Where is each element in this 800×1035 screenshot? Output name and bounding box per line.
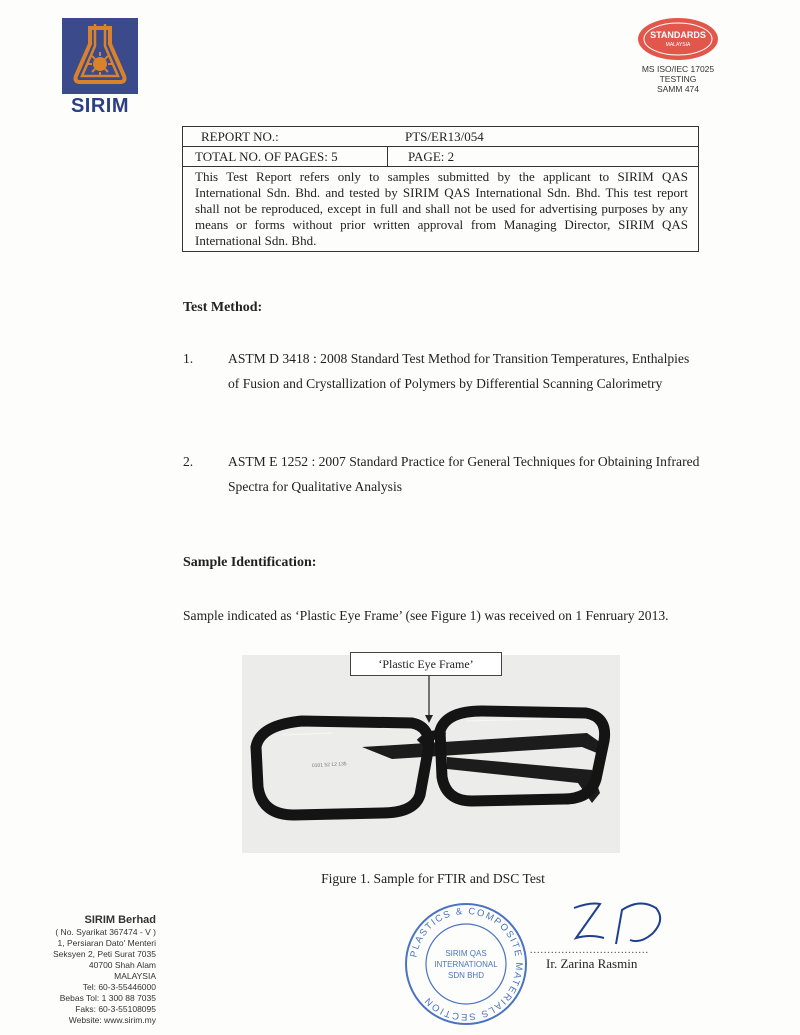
item-text: ASTM E 1252 : 2007 Standard Practice for General Techniques for Obtaining Infrared Spectra for Qualitative Analysis [228,454,700,494]
logo-wordmark: SIRIM [70,95,130,117]
accreditation-line: MS ISO/IEC 17025 [641,64,715,74]
test-method-heading: Test Method: [183,300,263,315]
footer-line: Tel: 60-3-55446000 [82,982,156,992]
sample-identification-text: Sample indicated as ‘Plastic Eye Frame’ (see Figure 1) was received on 1 Fenruary 2013. [183,608,669,623]
report-no-label: REPORT NO.: [201,129,279,144]
footer-line: 1, Persiaran Dato' Menteri [57,938,156,948]
report-header-table [182,126,699,252]
footer-line: ( No. Syarikat 367474 - V ) [55,927,156,937]
footer-line: MALAYSIA [114,971,156,981]
sample-identification-heading: Sample Identification: [183,555,317,570]
item-number: 1. [183,351,194,366]
accreditation-line: SAMM 474 [656,84,700,94]
sirim-logo [62,18,138,117]
pages-row [183,147,698,167]
item-number: 2. [183,454,194,469]
item-text: ASTM D 3418 : 2008 Standard Test Method for Transition Temperatures, Enthalpies of Fusion and Crystallization of Polymers by Differential Scanning Calorimetry [228,351,690,391]
logo-emblem [62,18,138,94]
signatory-name: Ir. Zarina Rasmin [546,956,638,971]
footer-line: Website: www.sirim.my [68,1015,156,1025]
accreditation-mark [628,16,728,96]
accreditation-line: TESTING [659,74,697,84]
report-notice: This Test Report refers only to samples submitted by the applicant to SIRIM QAS International Sdn. Bhd. and tested by SIRIM QAS International Sdn. Bhd. This test report shall not be reproduced, except in full and shall not be used for advertising purposes by any means or forms without prior written approval from Managing Director, SIRIM QAS International Sdn. Bhd. [195,169,688,248]
company-footer [20,914,156,1026]
stamp-center-line: SDN BHD [447,971,485,980]
eye-frame-photo [242,655,620,853]
standards-malaysia-seal [636,16,720,67]
seal-text: STANDARDS [650,30,706,40]
report-no-row [183,127,698,147]
figure-callout-label: ‘Plastic Eye Frame’ [350,652,502,676]
stamp-center-line: SIRIM QAS [445,949,487,958]
footer-line: Bebas Tol: 1 300 88 7035 [59,993,156,1003]
signature-line: .................................. [530,945,649,956]
footer-line: 40700 Shah Alam [88,960,156,970]
section-stamp [402,900,530,1028]
page-number-label: PAGE: 2 [408,149,455,164]
seal-subtext: MALAYSIA [665,42,691,48]
frame-imprint: 0101 52 12 135 [311,761,347,769]
stamp-center-line: INTERNATIONAL [434,960,498,969]
figure-caption: Figure 1. Sample for FTIR and DSC Test [321,871,545,886]
stamp-ring-text: PLASTICS & COMPOSITE MATERIALS SECTION [408,905,525,1023]
footer-line: Seksyen 2, Peti Surat 7035 [52,949,156,959]
footer-line: Faks: 60-3-55108095 [75,1004,156,1014]
report-no-value: PTS/ER13/054 [405,129,484,144]
footer-company-name: SIRIM Berhad [84,914,156,926]
total-pages-label: TOTAL NO. OF PAGES: 5 [183,147,388,166]
